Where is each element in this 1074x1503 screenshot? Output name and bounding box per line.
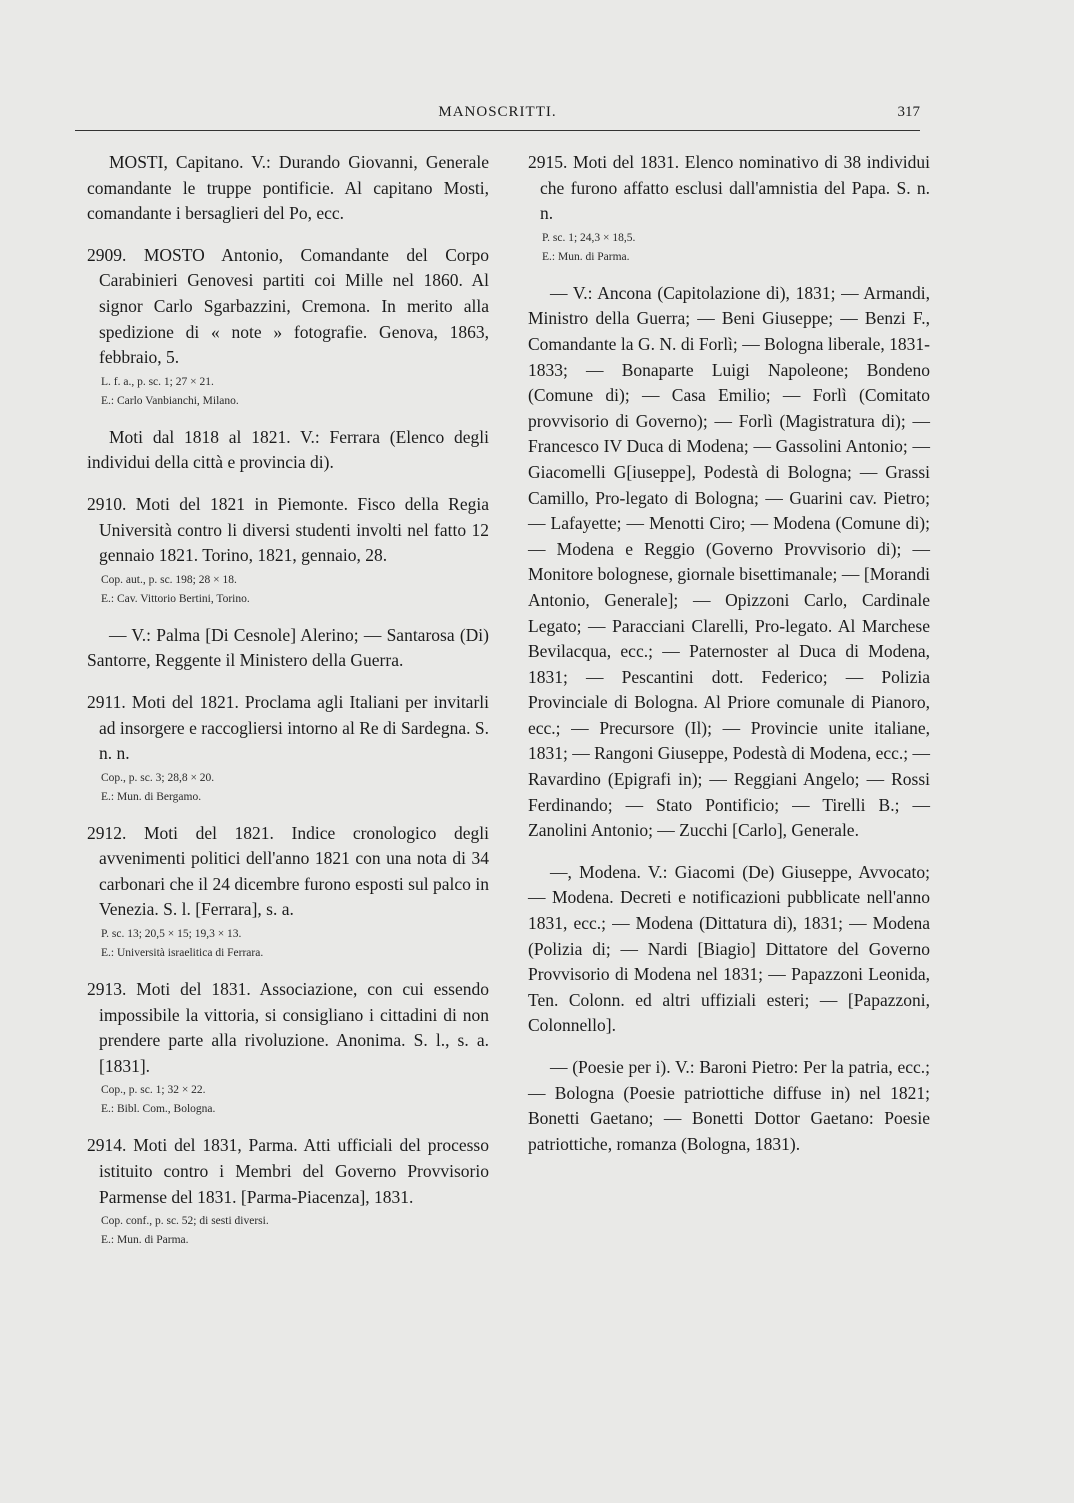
entry-meta: Cop. conf., p. sc. 52; di sesti diversi. — [101, 1215, 269, 1228]
entry-meta: P. sc. 1; 24,3 × 18,5. — [542, 231, 636, 244]
entry-meta: E.: Bibl. Com., Bologna. — [101, 1103, 216, 1116]
entry-text: 2915. Moti del 1831. Elenco nominativo di 38 individui che furono affatto esclusi dall'amnistia del Papa. S. n. n. — [528, 152, 930, 224]
catalog-entry — [87, 492, 489, 607]
entry-meta: E.: Mun. di Parma. — [101, 1234, 189, 1247]
entry-meta: E.: Mun. di Bergamo. — [101, 790, 202, 803]
catalog-entry — [528, 1055, 930, 1157]
entry-meta: L. f. a., p. sc. 1; 27 × 21. — [101, 375, 214, 388]
catalog-entry — [87, 243, 489, 409]
right-column — [528, 150, 930, 1173]
catalog-entry — [87, 150, 489, 227]
page-number: 317 — [897, 104, 920, 120]
entry-text: Moti dal 1818 al 1821. V.: Ferrara (Elenco degli individui della città e provincia di). — [87, 426, 489, 473]
entry-meta: E.: Mun. di Parma. — [542, 250, 630, 263]
entry-meta: P. sc. 13; 20,5 × 15; 19,3 × 13. — [101, 928, 242, 941]
entry-text: 2914. Moti del 1831, Parma. Atti ufficiali del processo istituito contro i Membri del Governo Provvisorio Parmense del 1831. [Parma-Piacenza], 1831. — [87, 1135, 489, 1207]
entry-meta: Cop., p. sc. 3; 28,8 × 20. — [101, 771, 215, 784]
entry-text: — V.: Ancona (Capitolazione di), 1831; — Armandi, Ministro della Guerra; — Beni Giuseppe; — Benzi F., Comandante la G. N. di Forlì; — Bologna liberale, 1831-1833; — Bonaparte Luigi Napoleone; Bondeno (Comune di); — Casa Emilio; — Forlì (Comitato provvisorio di Governo); — Forlì (Magistratura di); — Francesco IV Duca di Modena; — Gassolini Antonio; — Giacomelli G[iuseppe], Podestà di Bologna; — Grassi Camillo, Pro-legato di Bologna; — Guarini cav. Pietro; — Lafayette; — Menotti Ciro; — Modena (Comune di); — Modena e Reggio (Governo Provvisorio di); — Monitore bolognese, giornale bisettimanale; — [Morandi Antonio, Generale]; — Opizzoni Carlo, Cardinale Legato; — Paracciani Clarelli, Pro-legato. Al Marchese Bevilacqua, ecc.; — Paternoster al Duca di Modena, 1831; — Pescantini dott. Federico; — Polizia Provinciale di Bologna. Al Priore comunale di Pianoro, ecc.; — Precursore (Il); — Provincie unite italiane, 1831; — Rangoni Giuseppe, Podestà di Modena, ecc.; — Ravardino (Epigrafi in); — Reggiani Angelo; — Rossi Ferdinando; — Stato Pontificio; — Tirelli B.; — Zanolini Antonio; — Zucchi [Carlo], Generale. — [528, 282, 930, 841]
catalog-entry — [528, 281, 930, 844]
entry-text: — V.: Palma [Di Cesnole] Alerino; — Santarosa (Di) Santorre, Reggente il Ministero della Guerra. — [87, 624, 489, 671]
entry-text: MOSTI, Capitano. V.: Durando Giovanni, Generale comandante le truppe pontificie. Al capitano Mosti, comandante i bersaglieri del Po, ecc. — [87, 152, 489, 224]
entry-meta: E.: Carlo Vanbianchi, Milano. — [101, 394, 239, 407]
entry-meta: Cop. aut., p. sc. 198; 28 × 18. — [101, 573, 237, 586]
running-title: MANOSCRITTI. — [438, 104, 557, 120]
entry-text: 2909. MOSTO Antonio, Comandante del Corpo Carabinieri Genovesi partiti coi Mille nel 1860. Al signor Carlo Sgarbazzini, Cremona. In merito alla spedizione di « note » fotografie. Genova, 1863, febbraio, 5. — [87, 244, 489, 368]
entry-text: —, Modena. V.: Giacomi (De) Giuseppe, Avvocato; — Modena. Decreti e notificazioni pubblicate nell'anno 1831, ecc.; — Modena (Dittatura di), 1831; — Modena (Polizia di; — Nardi [Biagio] Dittatore del Governo Provvisorio di Modena nel 1831; — Papazzoni Leonida, Ten. Colonn. ed altri uffiziali esteri; — [Papazzoni, Colonnello]. — [528, 861, 930, 1036]
entry-text: — (Poesie per i). V.: Baroni Pietro: Per la patria, ecc.; — Bologna (Poesie patriottiche diffuse in) nel 1821; Bonetti Gaetano; — Bonetti Dottor Gaetano: Poesie patriottiche, romanza (Bologna, 1831). — [528, 1057, 930, 1154]
catalog-entry — [87, 977, 489, 1117]
catalog-entry — [528, 860, 930, 1039]
entry-meta: E.: Cav. Vittorio Bertini, Torino. — [101, 592, 250, 605]
entry-text: 2911. Moti del 1821. Proclama agli Italiani per invitarli ad insorgere e raccogliersi intorno al Re di Sardegna. S. n. n. — [87, 691, 489, 764]
catalog-entry — [528, 150, 930, 265]
entry-meta: Cop., p. sc. 1; 32 × 22. — [101, 1084, 206, 1097]
catalog-entry — [87, 425, 489, 476]
left-column — [87, 150, 489, 1264]
catalog-entry — [87, 1133, 489, 1248]
catalog-entry — [87, 623, 489, 674]
entry-text: 2913. Moti del 1831. Associazione, con cui essendo impossibile la vittoria, si consigliano i cittadini di non prendere parte alla rivoluzione. Anonima. S. l., s. a. [1831]. — [87, 979, 489, 1076]
page-header — [75, 100, 920, 131]
entry-text: 2912. Moti del 1821. Indice cronologico degli avvenimenti politici dell'anno 1821 con una nota di 34 carbonari che il 24 dicembre furono esposti sul palco in Venezia. S. l. [Ferrara], s. a. — [87, 822, 489, 920]
catalog-entry — [87, 821, 489, 961]
catalog-entry — [87, 690, 489, 805]
entry-text: 2910. Moti del 1821 in Piemonte. Fisco della Regia Università contro li diversi studenti involti nel fatto 12 gennaio 1821. Torino, 1821, gennaio, 28. — [87, 493, 489, 566]
entry-meta: E.: Università israelitica di Ferrara. — [101, 947, 264, 960]
